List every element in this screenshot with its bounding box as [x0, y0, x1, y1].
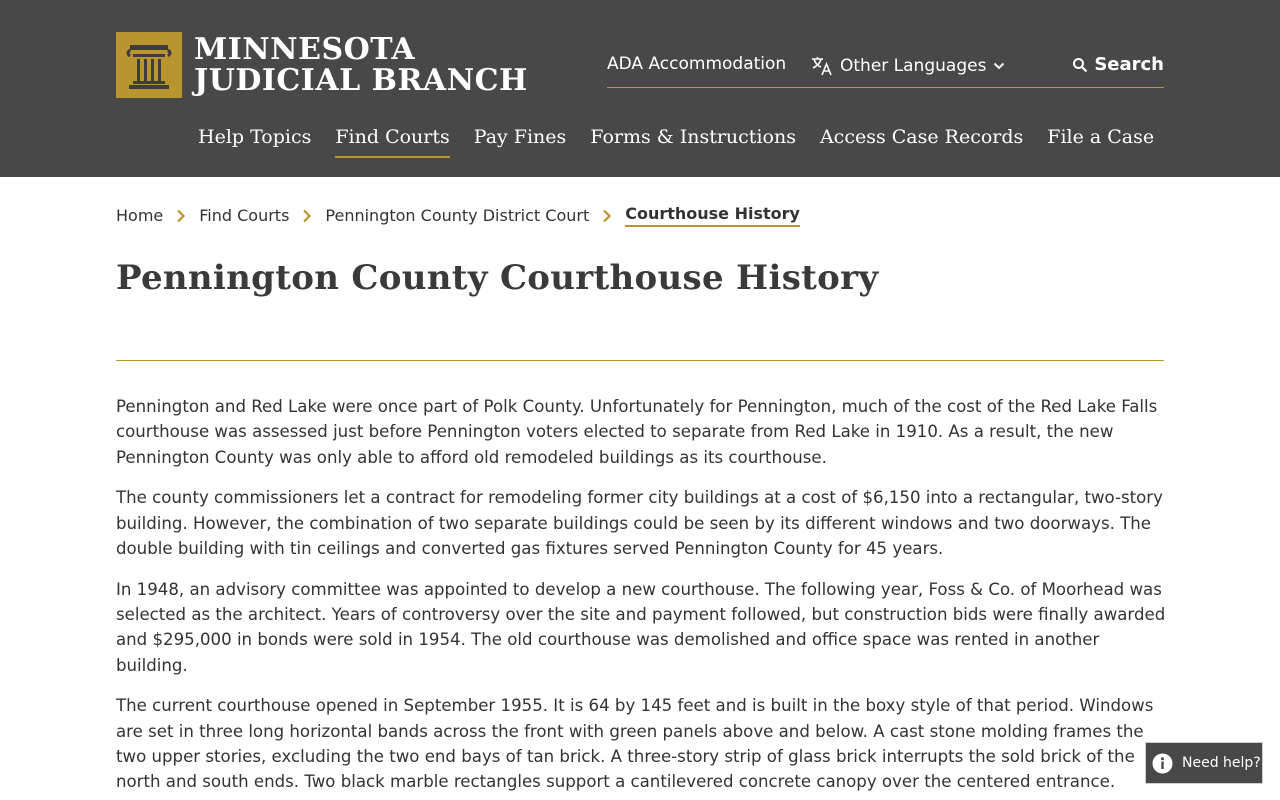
- breadcrumb: [116, 204, 800, 227]
- main-nav: [198, 126, 1178, 158]
- article-body: [116, 394, 1166, 800]
- search-button[interactable]: [1072, 54, 1164, 75]
- courthouse-pillar-icon: [116, 32, 182, 98]
- translate-icon: [810, 54, 834, 78]
- need-help-label: Need help?: [1182, 755, 1261, 771]
- title-divider: [116, 360, 1164, 361]
- chevron-right-icon: [302, 209, 312, 223]
- chevron-right-icon: [602, 209, 612, 223]
- chevron-down-icon: [993, 60, 1005, 72]
- nav-find-courts[interactable]: Find Courts: [335, 126, 449, 158]
- breadcrumb-current-page: Courthouse History: [625, 204, 800, 227]
- chevron-right-icon: [176, 209, 186, 223]
- search-label: Search: [1094, 54, 1164, 75]
- utility-nav: [607, 50, 1164, 88]
- other-languages-label: Other Languages: [840, 56, 987, 76]
- page-title: Pennington County Courthouse History: [116, 258, 879, 298]
- search-icon: [1072, 57, 1088, 73]
- nav-access-case-records[interactable]: Access Case Records: [819, 126, 1024, 148]
- breadcrumb-pennington-district-court[interactable]: Pennington County District Court: [325, 206, 590, 225]
- paragraph: The county commissioners let a contract for remodeling former city buildings at a cost of $6,150 into a rectangular, two-story building. However, the combination of two separate buildings could be seen by its different windows and two doorways. The double building with tin ceilings and converted gas fixtures served Pennington County for 45 years.: [116, 488, 1163, 558]
- other-languages-dropdown[interactable]: [810, 54, 1005, 78]
- ada-accommodation-link[interactable]: ADA Accommodation: [607, 54, 787, 74]
- breadcrumb-find-courts[interactable]: Find Courts: [199, 206, 290, 225]
- need-help-button[interactable]: [1145, 742, 1263, 784]
- nav-file-a-case[interactable]: File a Case: [1047, 126, 1155, 148]
- nav-forms-instructions[interactable]: Forms & Instructions: [590, 126, 796, 148]
- breadcrumb-home[interactable]: Home: [116, 206, 164, 225]
- nav-pay-fines[interactable]: Pay Fines: [473, 126, 567, 148]
- paragraph: The current courthouse opened in September 1955. It is 64 by 145 feet and is built in the boxy style of that period. Windows are set in three long horizontal bands across the front with green panels above and below. A cast stone molding frames the two upper stories, excluding the two end bays of tan brick. A three-story strip of glass brick interrupts the sold brick of the north and south ends. Two black marble rectangles support a cantilevered concrete canopy over the centered entrance.: [116, 696, 1154, 792]
- paragraph: In 1948, an advisory committee was appointed to develop a new courthouse. The following year, Foss & Co. of Moorhead was selected as the architect. Years of controversy over the site and payment followed, but construction bids were finally awarded and $295,000 in bonds were sold in 1954. The old courthouse was demolished and office space was rented in another building.: [116, 579, 1166, 675]
- logo-line-1: MINNESOTA: [194, 32, 416, 67]
- site-header: [0, 0, 1280, 177]
- info-icon: [1152, 753, 1173, 774]
- nav-help-topics[interactable]: Help Topics: [198, 126, 312, 148]
- site-logo-link[interactable]: [116, 32, 528, 98]
- logo-line-2: JUDICIAL BRANCH: [194, 63, 528, 98]
- paragraph: Pennington and Red Lake were once part of Polk County. Unfortunately for Pennington, much of the cost of the Red Lake Falls courthouse was assessed just before Pennington voters elected to separate from Red Lake in 1910. As a result, the new Pennington County was only able to afford old remodeled buildings as its courthouse.: [116, 397, 1158, 467]
- logo-wordmark: [194, 34, 528, 96]
